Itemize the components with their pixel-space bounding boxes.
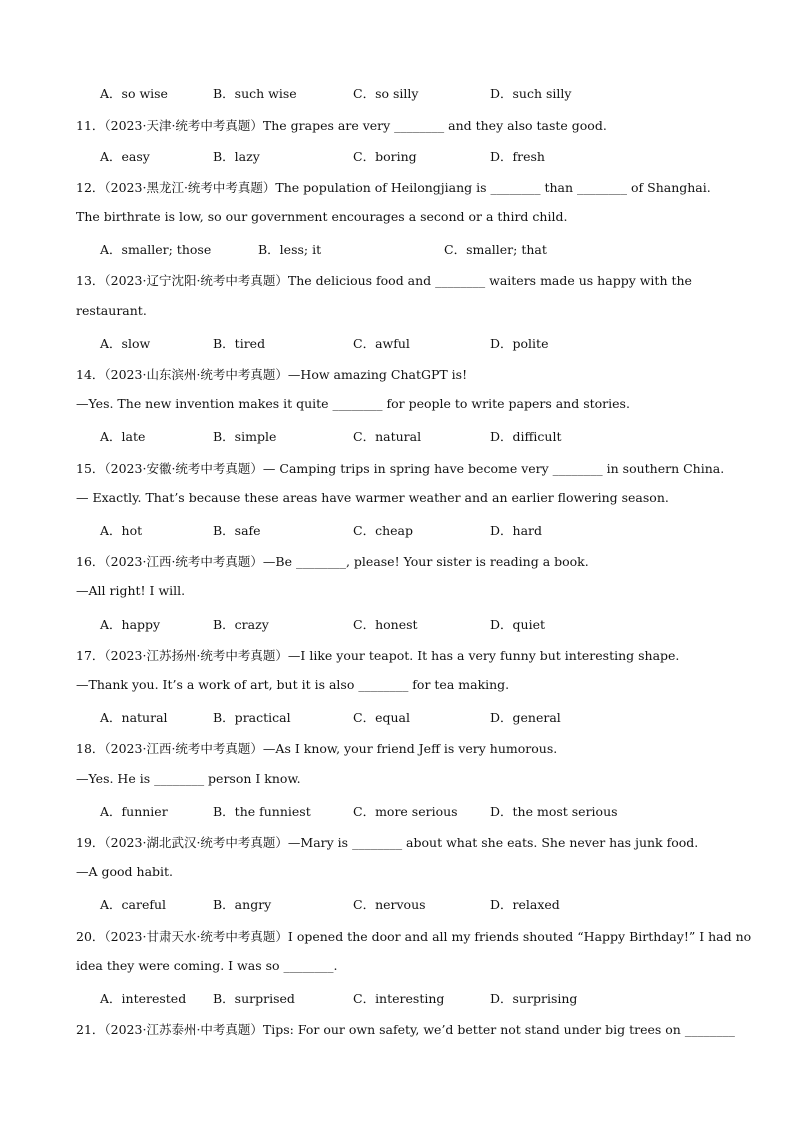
answer-option: C．awful xyxy=(353,336,410,351)
answer-option: A．smaller; those xyxy=(100,242,212,257)
answer-option: B．practical xyxy=(213,710,291,725)
question-line: —A good habit. xyxy=(76,864,174,879)
question-line: 14．（2023·山东滨州·统考中考真题）—How amazing ChatGPT is! xyxy=(76,367,468,382)
answer-option: A．natural xyxy=(100,710,168,725)
answer-option: D．fresh xyxy=(490,149,545,164)
answer-option: D．the most serious xyxy=(490,804,618,819)
answer-option: C．equal xyxy=(353,710,410,725)
answer-option: A．funnier xyxy=(100,804,168,819)
answer-option: C．interesting xyxy=(353,991,445,1006)
answer-option: A．easy xyxy=(100,149,150,164)
answer-option: C．honest xyxy=(353,617,418,632)
question-line: —All right! I will. xyxy=(76,583,186,598)
answer-option: C．boring xyxy=(353,149,417,164)
question-line: idea they were coming. I was so ________. xyxy=(76,958,338,973)
answer-option: D．general xyxy=(490,710,561,725)
answer-option: B．such wise xyxy=(213,86,297,101)
answer-option: B．less; it xyxy=(258,242,322,257)
answer-option: A．hot xyxy=(100,523,143,538)
answer-option: C．smaller; that xyxy=(444,242,547,257)
answer-option: D．such silly xyxy=(490,86,572,101)
question-line: 12．（2023·黑龙江·统考中考真题）The population of Heilongjiang is ________ than ________ of Shanghai. xyxy=(76,180,711,195)
answer-option: C．more serious xyxy=(353,804,458,819)
question-line: 21．（2023·江苏泰州·中考真题）Tips: For our own safety, we’d better not stand under big trees on ________ xyxy=(76,1022,735,1037)
answer-option: B．lazy xyxy=(213,149,260,164)
question-line: 17．（2023·江苏扬州·统考中考真题）—I like your teapot. It has a very funny but interesting shape. xyxy=(76,648,680,663)
question-line: 15．（2023·安徽·统考中考真题）— Camping trips in spring have become very ________ in southern China. xyxy=(76,461,725,476)
answer-option: A．so wise xyxy=(100,86,168,101)
answer-option: C．nervous xyxy=(353,897,426,912)
answer-option: D．surprising xyxy=(490,991,578,1006)
answer-option: A．slow xyxy=(100,336,151,351)
answer-option: B．angry xyxy=(213,897,272,912)
answer-option: A．happy xyxy=(100,617,161,632)
question-line: 20．（2023·甘肃天水·统考中考真题）I opened the door and all my friends shouted “Happy Birthday!” I had no xyxy=(76,929,752,944)
question-line: 13．（2023·辽宁沈阳·统考中考真题）The delicious food and ________ waiters made us happy with the xyxy=(76,273,692,288)
question-line: 19．（2023·湖北武汉·统考中考真题）—Mary is ________ about what she eats. She never has junk food. xyxy=(76,835,699,850)
answer-option: B．the funniest xyxy=(213,804,311,819)
answer-option: D．relaxed xyxy=(490,897,560,912)
answer-option: D．quiet xyxy=(490,617,545,632)
answer-option: B．crazy xyxy=(213,617,269,632)
answer-option: B．tired xyxy=(213,336,266,351)
question-line: 11．（2023·天津·统考中考真题）The grapes are very ________ and they also taste good. xyxy=(76,118,607,133)
answer-option: B．surprised xyxy=(213,991,295,1006)
answer-option: D．difficult xyxy=(490,429,562,444)
question-line: —Thank you. It’s a work of art, but it is also ________ for tea making. xyxy=(76,677,510,692)
answer-option: B．simple xyxy=(213,429,277,444)
answer-option: D．hard xyxy=(490,523,543,538)
answer-option: C．cheap xyxy=(353,523,413,538)
question-line: — Exactly. That’s because these areas have warmer weather and an earlier flowering season. xyxy=(76,490,669,505)
question-line: The birthrate is low, so our government encourages a second or a third child. xyxy=(76,209,568,224)
answer-option: A．interested xyxy=(100,991,187,1006)
answer-option: C．natural xyxy=(353,429,422,444)
answer-option: A．careful xyxy=(100,897,167,912)
question-line: 16．（2023·江西·统考中考真题）—Be ________, please! Your sister is reading a book. xyxy=(76,554,589,569)
answer-option: B．safe xyxy=(213,523,261,538)
answer-option: D．polite xyxy=(490,336,549,351)
question-line: —Yes. The new invention makes it quite ________ for people to write papers and stories. xyxy=(76,396,630,411)
question-line: restaurant. xyxy=(76,303,147,318)
answer-option: A．late xyxy=(100,429,146,444)
question-line: —Yes. He is ________ person I know. xyxy=(76,771,301,786)
question-line: 18．（2023·江西·统考中考真题）—As I know, your friend Jeff is very humorous. xyxy=(76,741,558,756)
answer-option: C．so silly xyxy=(353,86,419,101)
